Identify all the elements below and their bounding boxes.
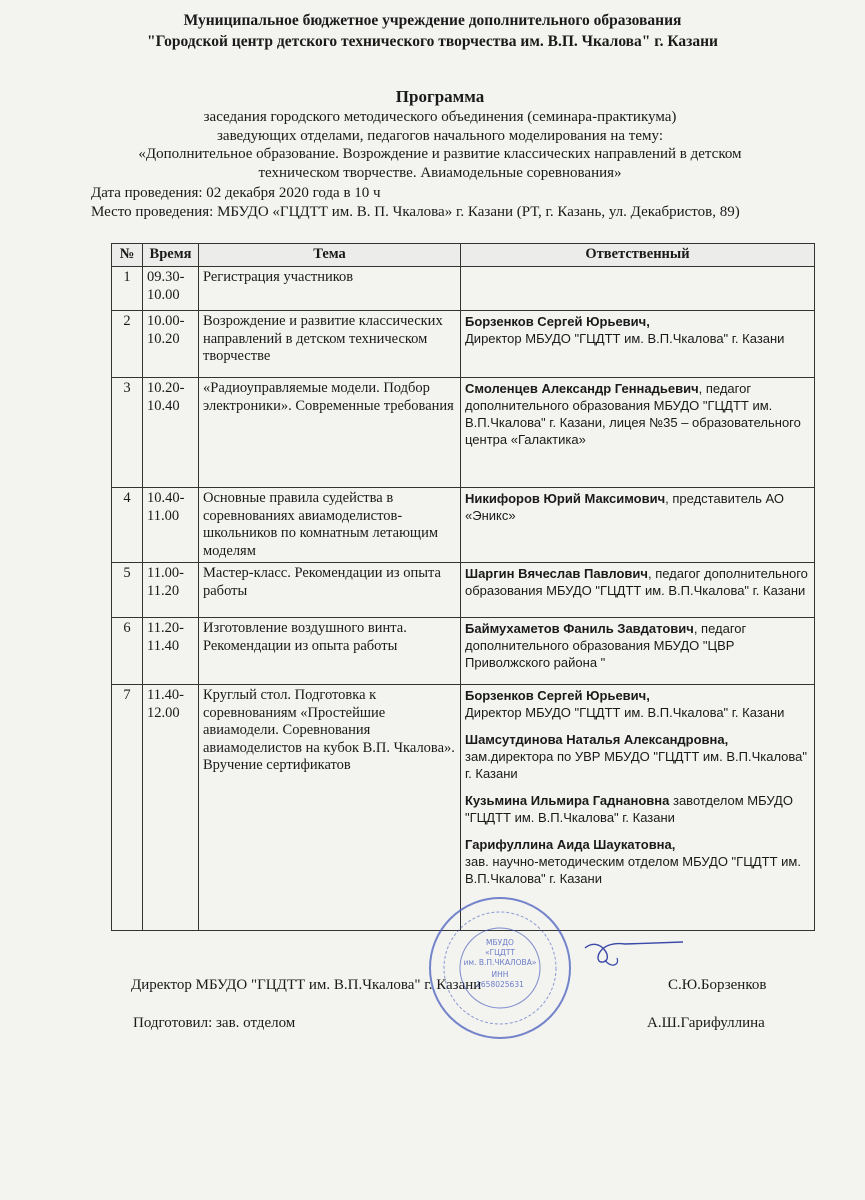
responsible-person xyxy=(465,687,810,721)
header-responsible: Ответственный xyxy=(461,244,815,267)
prepared-label: Подготовил: зав. отделом xyxy=(133,1015,296,1031)
responsible-person xyxy=(465,731,810,782)
stamp-text: «ГЦДТТ xyxy=(484,948,516,957)
stamp-text: им. В.П.ЧКАЛОВА» xyxy=(463,958,537,967)
meeting-date: Дата проведения: 02 декабря 2020 года в 10 ч xyxy=(91,185,381,201)
responsible-name: Борзенков Сергей Юрьевич, xyxy=(465,314,650,329)
responsible-description: зав. научно-методическим отделом МБУДО "ГЦДТТ им. В.П.Чкалова" г. Казани xyxy=(465,854,801,886)
responsible-name: Шаргин Вячеслав Павлович xyxy=(465,566,648,581)
responsible-description: , представитель АО «Эникс» xyxy=(465,491,784,523)
table-row xyxy=(112,563,815,618)
table-row xyxy=(112,267,815,311)
stamp-text: ИНН xyxy=(491,970,509,979)
org-line-1: Муниципальное бюджетное учреждение дополнительного образования xyxy=(183,12,682,29)
program-line-2: заведующих отделами, педагогов начального моделирования на тему: xyxy=(216,127,663,144)
row-topic: «Радиоуправляемые модели. Подбор электроники». Современные требования xyxy=(199,378,461,488)
responsible-description: зам.директора по УВР МБУДО "ГЦДТТ им. В.П.Чкалова" г. Казани xyxy=(465,749,808,781)
row-number: 5 xyxy=(112,563,143,618)
responsible-person xyxy=(465,836,810,887)
row-responsible xyxy=(461,267,815,311)
header-num: № xyxy=(112,244,143,267)
row-time: 09.30-10.00 xyxy=(143,267,199,311)
row-number: 1 xyxy=(112,267,143,311)
row-number: 7 xyxy=(112,685,143,931)
program-title-block xyxy=(60,86,820,182)
table-row xyxy=(112,311,815,378)
responsible-description: завотделом МБУДО "ГЦДТТ им. В.П.Чкалова" г. Казани xyxy=(465,793,793,825)
table-header-row xyxy=(112,244,815,267)
director-name: С.Ю.Борзенков xyxy=(668,977,767,993)
responsible-description: , педагог дополнительного образования МБУДО "ЦВР Приволжского района " xyxy=(465,621,747,670)
header-time: Время xyxy=(143,244,199,267)
organization-header xyxy=(0,10,865,52)
responsible-name: Баймухаметов Фаниль Завдатович xyxy=(465,621,694,636)
responsible-person xyxy=(465,313,810,347)
director-label: Директор МБУДО "ГЦДТТ им. В.П.Чкалова" г. Казани xyxy=(131,977,482,993)
org-line-2: "Городской центр детского технического творчества им. В.П. Чкалова" г. Казани xyxy=(147,33,718,50)
responsible-person xyxy=(465,565,810,599)
responsible-name: Никифоров Юрий Максимович xyxy=(465,491,666,506)
responsible-name: Гарифуллина Аида Шаукатовна, xyxy=(465,837,676,852)
program-line-1: заседания городского методического объединения (семинара-практикума) xyxy=(203,109,677,125)
responsible-name: Шамсутдинова Наталья Александровна, xyxy=(465,732,729,747)
row-responsible xyxy=(461,563,815,618)
responsible-person xyxy=(465,380,810,448)
row-number: 6 xyxy=(112,618,143,685)
row-responsible xyxy=(461,488,815,563)
row-topic: Мастер-класс. Рекомендации из опыта работы xyxy=(199,563,461,618)
table-row xyxy=(112,488,815,563)
responsible-person xyxy=(465,792,810,826)
responsible-name: Борзенков Сергей Юрьевич, xyxy=(465,688,650,703)
row-time: 11.00-11.20 xyxy=(143,563,199,618)
prepared-name: А.Ш.Гарифуллина xyxy=(647,1015,765,1031)
row-topic: Регистрация участников xyxy=(199,267,461,311)
row-topic: Возрождение и развитие классических направлений в детском техническом творчестве xyxy=(199,311,461,378)
schedule-table xyxy=(111,243,815,931)
row-responsible xyxy=(461,618,815,685)
row-time: 10.00-10.20 xyxy=(143,311,199,378)
row-topic: Круглый стол. Подготовка к соревнованиям «Простейшие авиамодели. Соревнования авиамоделистов на кубок В.П. Чкалова». Вручение сертификатов xyxy=(199,685,461,931)
row-topic: Основные правила судейства в соревнованиях авиамоделистов-школьников по комнатным летающим моделям xyxy=(199,488,461,563)
row-responsible xyxy=(461,378,815,488)
row-topic: Изготовление воздушного винта. Рекомендации из опыта работы xyxy=(199,618,461,685)
row-number: 2 xyxy=(112,311,143,378)
official-stamp xyxy=(420,893,580,1043)
table-row xyxy=(112,378,815,488)
meeting-meta xyxy=(91,184,831,222)
responsible-person xyxy=(465,620,810,671)
program-title: Программа xyxy=(395,87,485,106)
row-number: 3 xyxy=(112,378,143,488)
responsible-name: Смоленцев Александр Геннадьевич xyxy=(465,381,699,396)
row-responsible xyxy=(461,311,815,378)
header-topic: Тема xyxy=(199,244,461,267)
stamp-text: 1658025631 xyxy=(476,980,524,989)
stamp-text: МБУДО xyxy=(486,938,514,947)
row-time: 10.40-11.00 xyxy=(143,488,199,563)
responsible-description: Директор МБУДО "ГЦДТТ им. В.П.Чкалова" г. Казани xyxy=(465,705,785,720)
row-time: 11.40-12.00 xyxy=(143,685,199,931)
row-number: 4 xyxy=(112,488,143,563)
meeting-place: Место проведения: МБУДО «ГЦДТТ им. В. П. Чкалова» г. Казани (РТ, г. Казань, ул. Декабристов, 89) xyxy=(91,204,740,220)
responsible-description: Директор МБУДО "ГЦДТТ им. В.П.Чкалова" г. Казани xyxy=(465,331,785,346)
row-time: 10.20-10.40 xyxy=(143,378,199,488)
program-line-4: техническом творчестве. Авиамодельные соревнования» xyxy=(258,164,622,181)
responsible-description: , педагог дополнительного образования МБУДО "ГЦДТТ им. В.П.Чкалова" г. Казани, лицея №35 – образовательного центра «Галактика» xyxy=(465,381,801,447)
responsible-person xyxy=(465,490,810,524)
row-time: 11.20-11.40 xyxy=(143,618,199,685)
responsible-description: , педагог дополнительного образования МБУДО "ГЦДТТ им. В.П.Чкалова" г. Казани xyxy=(465,566,808,598)
table-row xyxy=(112,618,815,685)
responsible-name: Кузьмина Ильмира Гаднановна xyxy=(465,793,670,808)
program-line-3: «Дополнительное образование. Возрождение и развитие классических направлений в детском xyxy=(138,146,742,162)
